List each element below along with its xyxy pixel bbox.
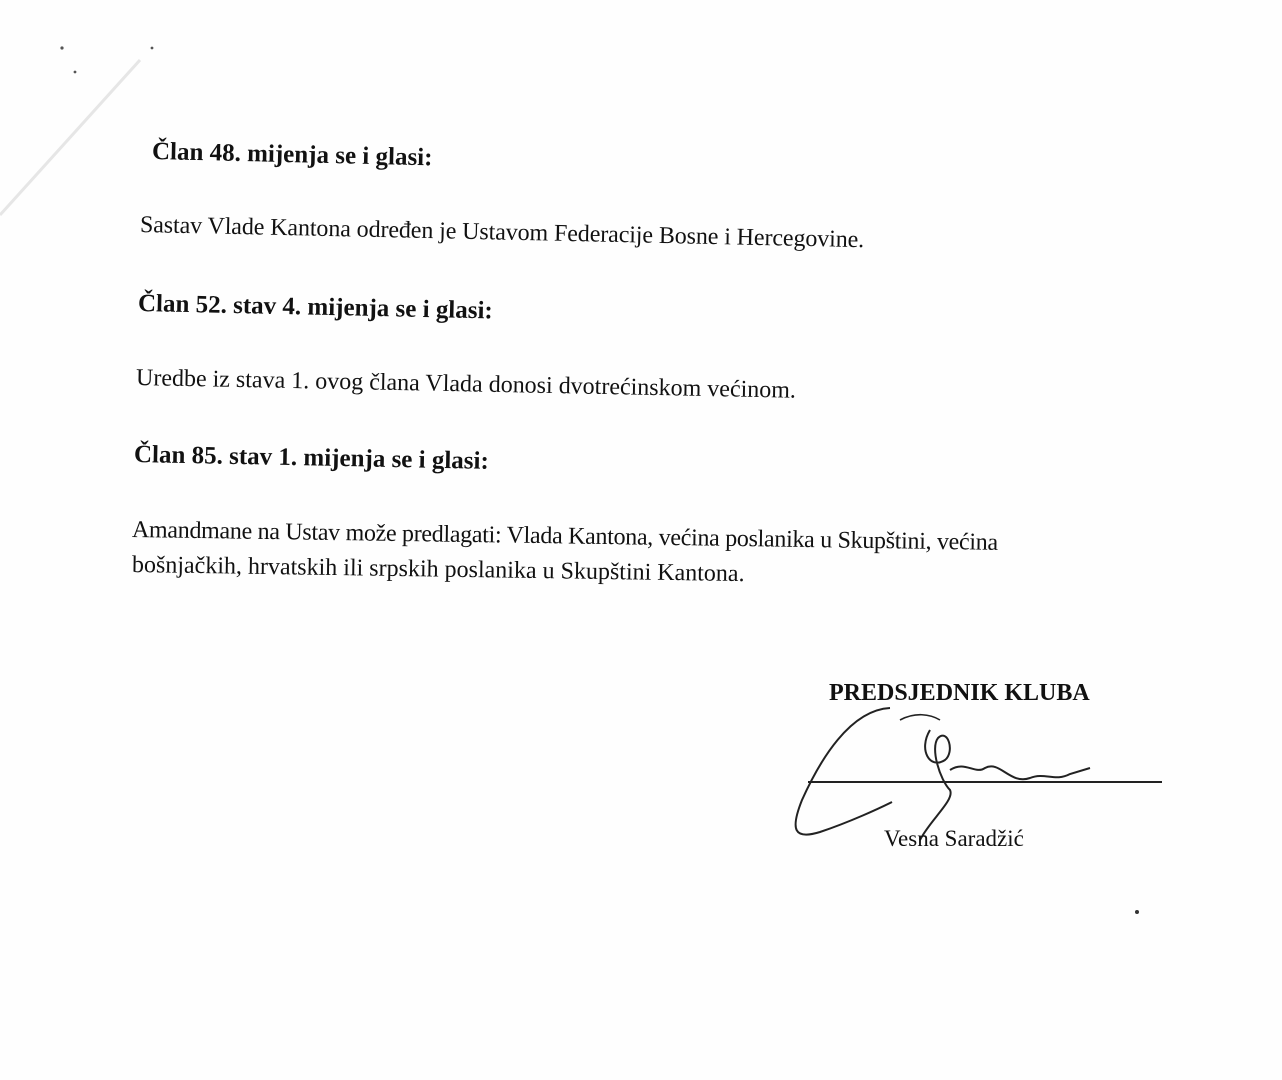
signatory-name: Vesna Saradžić [884,826,1024,851]
article-48-text: Sastav Vlade Kantona određen je Ustavom Federacije Bosne i Hercegovine. [139,212,865,254]
article-52-heading: Član 52. stav 4. mijenja se i glasi: [137,290,494,325]
scan-speck [1135,910,1139,914]
article-85-text-line-2: bošnjačkih, hrvatskih ili srpskih poslanika u Skupštini Kantona. [131,552,745,588]
article-85-text-line-1: Amandmane na Ustav može predlagati: Vlada Kantona, većina poslanika u Skupštini, većina [131,517,998,556]
article-85-heading: Član 85. stav 1. mijenja se i glasi: [133,441,490,475]
signature-title: PREDSJEDNIK KLUBA [829,680,1090,706]
article-52-text: Uredbe iz stava 1. ovog člana Vlada donosi dvotrećinskom većinom. [135,365,797,404]
article-48-heading: Član 48. mijenja se i glasi: [151,138,433,172]
